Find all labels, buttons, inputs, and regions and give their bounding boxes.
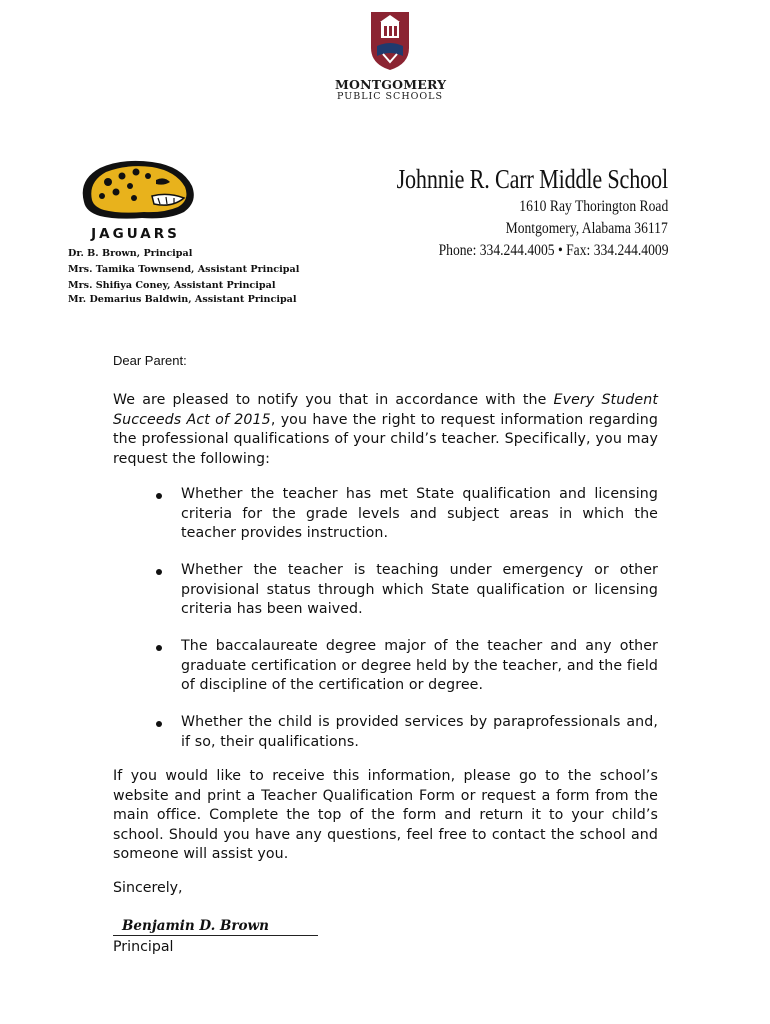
bullet-icon [156,645,162,651]
act-name: Every Student Succeeds Act of 2015 [113,392,658,428]
salutation: Dear Parent: [113,353,187,368]
list-item-text: Whether the child is provided services by paraprofessionals and, if so, their qualifications. [181,714,658,750]
district-shield-icon [369,10,411,72]
jaguar-head-icon [72,158,202,228]
bullet-icon [156,721,162,727]
school-street-address: 1610 Ray Thorington Road [519,198,668,215]
list-item [155,561,658,627]
list-item-text: Whether the teacher is teaching under emergency or other provisional status through which State qualification or licensing criteria has been waived. [181,562,658,617]
school-name: Johnnie R. Carr Middle School [396,164,668,194]
jaguars-wordmark: JAGUARS [91,226,180,242]
school-city-state-zip: Montgomery, Alabama 36117 [505,220,668,237]
staff-assistant-principal-3: Mr. Demarius Baldwin, Assistant Principal [68,294,297,305]
list-item [155,713,658,752]
closing-paragraph: If you would like to receive this information, please go to the school’s website and print a Teacher Qualification Form or request a form from the main office. Complete the top of the form and return it to your child’s school. Should you have any questions, feel free to contact the school and someone will assist you. [113,768,658,862]
signer-title: Principal [113,939,174,955]
request-list [155,485,658,752]
staff-assistant-principal-2: Mrs. Shifiya Coney, Assistant Principal [68,280,276,291]
list-item [155,637,658,703]
bullet-icon [156,569,162,575]
district-logo [335,10,445,110]
list-item-text: The baccalaureate degree major of the teacher and any other graduate certification or degree held by the teacher, and the field of discipline of the certification or degree. [181,638,658,693]
intro-text-end: , you have the right to request information regarding the professional qualifications of your child’s teacher. Specifically, you may request the following: [113,411,658,467]
signature: Benjamin D. Brown [122,918,269,934]
list-item [155,485,658,551]
signoff: Sincerely, [113,880,183,896]
district-subtitle: PUBLIC SCHOOLS [336,91,444,102]
staff-principal: Dr. B. Brown, Principal [68,248,193,259]
school-phone-fax: Phone: 334.244.4005 • Fax: 334.244.4009 [438,242,668,259]
intro-text-start: We are pleased to notify you that in accordance with the [113,392,554,408]
intro-paragraph [113,391,658,469]
staff-assistant-principal-1: Mrs. Tamika Townsend, Assistant Principal [68,264,300,275]
district-name: MONTGOMERY [335,77,447,92]
bullet-icon [156,493,162,499]
list-item-text: Whether the teacher has met State qualification and licensing criteria for the grade levels and subject areas in which the teacher provides instruction. [181,486,658,541]
